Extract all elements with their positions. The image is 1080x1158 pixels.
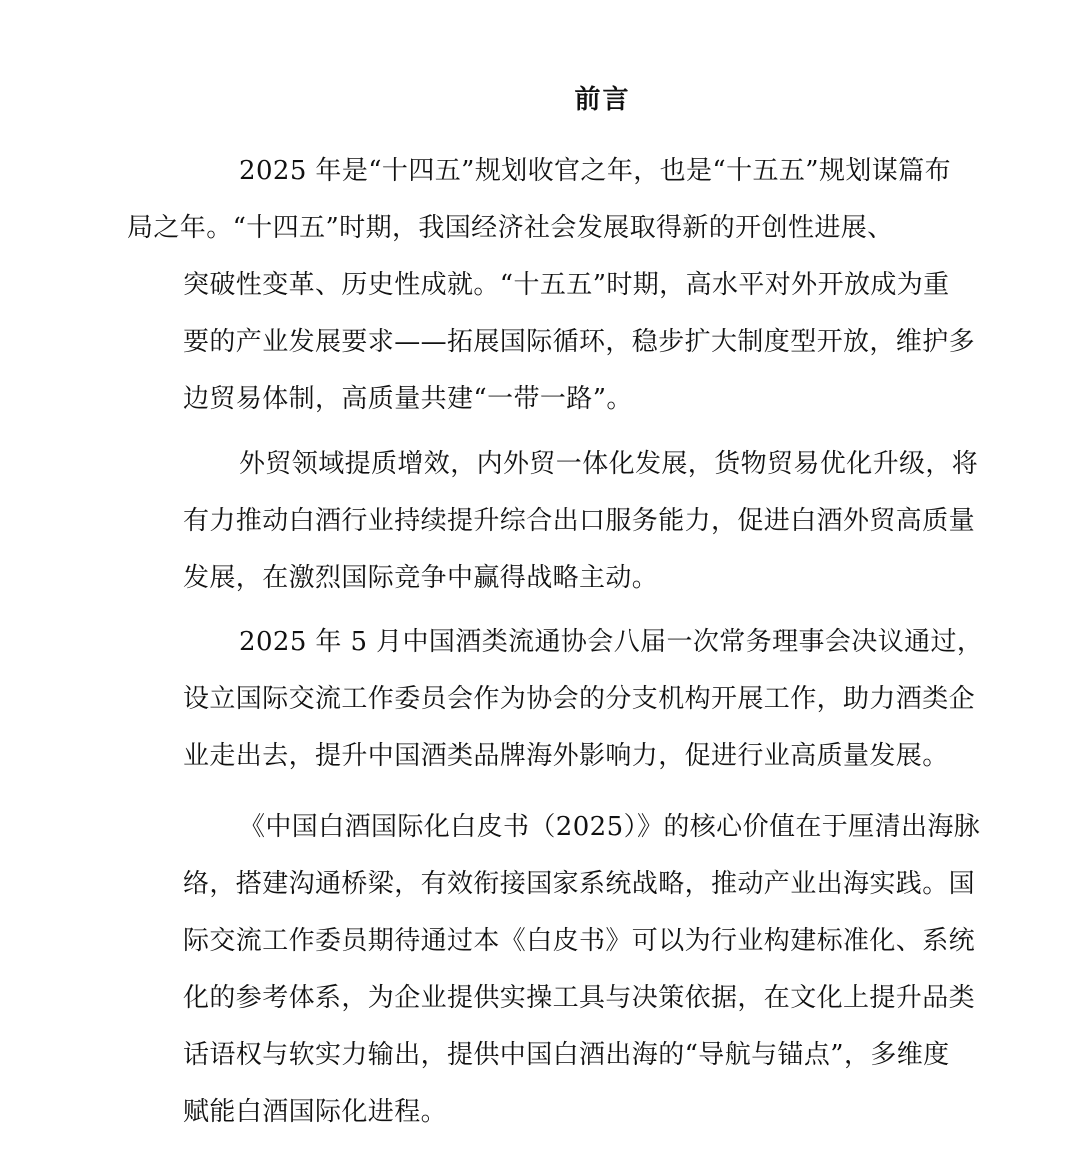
paragraph-line: 外贸领域提质增效，内外贸一体化发展，货物贸易优化升级，将 (239, 449, 979, 479)
paragraph-line: 突破性变革、历史性成就。“十五五”时期，高水平对外开放成为重 (183, 270, 950, 300)
paragraph-line: 《中国白酒国际化白皮书（2025）》的核心价值在于厘清出海脉 (239, 812, 981, 842)
paragraph-line: 2025 年 5 月中国酒类流通协会八届一次常务理事会决议通过， (239, 627, 984, 657)
paragraph-4 (183, 799, 1028, 1141)
paragraph-line: 业走出去，提升中国酒类品牌海外影响力，促进行业高质量发展。 (183, 741, 949, 771)
paragraph-line: 络，搭建沟通桥梁，有效衔接国家系统战略，推动产业出海实践。国 (183, 869, 976, 899)
paragraph-line: 发展，在激烈国际竞争中赢得战略主动。 (183, 563, 659, 593)
paragraph-line: 设立国际交流工作委员会作为协会的分支机构开展工作，助力酒类企 (183, 684, 976, 714)
paragraph-line: 2025 年是“十四五”规划收官之年，也是“十五五”规划谋篇布 (239, 156, 952, 186)
paragraph-line: 局之年。“十四五”时期，我国经济社会发展取得新的开创性进展、 (127, 213, 894, 243)
paragraph-line: 有力推动白酒行业持续提升综合出口服务能力，促进白酒外贸高质量 (183, 506, 976, 536)
paragraph-line: 际交流工作委员期待通过本《白皮书》可以为行业构建标准化、系统 (183, 926, 976, 956)
paragraph-1 (127, 143, 1028, 428)
paragraph-line: 边贸易体制，高质量共建“一带一路”。 (183, 384, 633, 414)
paragraph-line: 化的参考体系，为企业提供实操工具与决策依据，在文化上提升品类 (183, 983, 976, 1013)
paragraph-3 (183, 614, 1028, 785)
paragraph-line: 要的产业发展要求——拓展国际循环，稳步扩大制度型开放，维护多 (183, 327, 976, 357)
paragraph-line: 赋能白酒国际化进程。 (183, 1097, 448, 1127)
paragraph-2 (183, 436, 1028, 607)
page-title: 前言 (574, 85, 631, 115)
paragraph-line: 话语权与软实力输出，提供中国白酒出海的“导航与锚点”，多维度 (183, 1040, 950, 1070)
